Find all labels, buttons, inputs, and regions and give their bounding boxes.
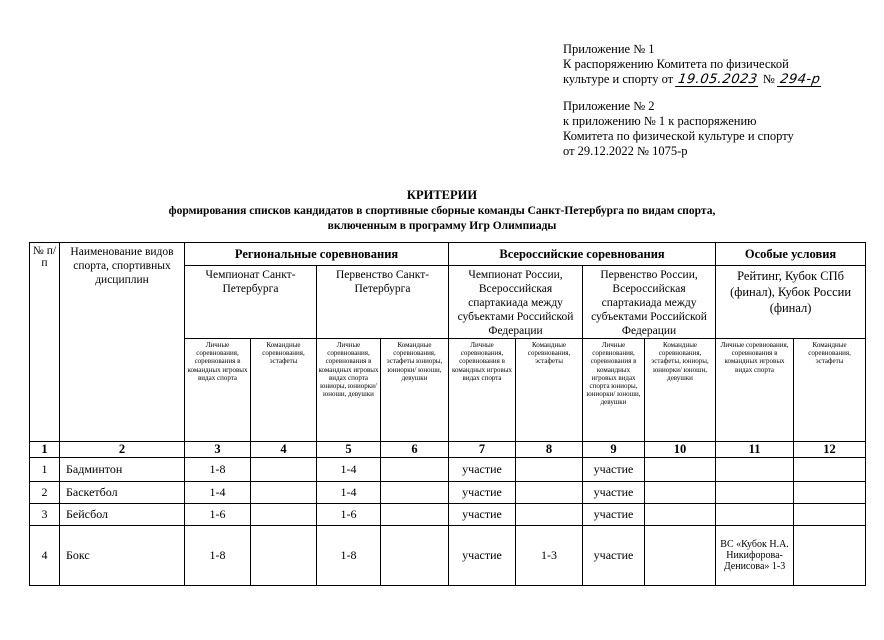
table-cell: 1-8 <box>185 458 251 482</box>
header-perv-russia: Первенство России, Всероссийская спартакиада между субъектами Российской Федерации <box>583 266 716 339</box>
table-cell: 1-4 <box>185 482 251 504</box>
column-number: 10 <box>645 442 716 458</box>
table-cell: участие <box>583 482 645 504</box>
column-number: 7 <box>449 442 516 458</box>
column-number-row <box>30 442 866 458</box>
appendix-2-title: Приложение № 2 <box>563 99 655 113</box>
header-champ-russia: Чемпионат России, Всероссийская спартакиада между субъектами Российской Федерации <box>449 266 583 339</box>
table-cell <box>716 482 794 504</box>
column-number: 2 <box>60 442 185 458</box>
table-cell: участие <box>583 526 645 586</box>
table-cell <box>716 458 794 482</box>
header-num: № п/п <box>30 243 60 442</box>
table-cell: 1-6 <box>185 504 251 526</box>
document-subtitle-line-2: включенным в программу Игр Олимпиады <box>327 220 557 232</box>
row-number: 1 <box>30 458 60 482</box>
table-cell <box>251 482 317 504</box>
criteria-table <box>29 242 866 586</box>
table-cell: участие <box>449 526 516 586</box>
subheader-cell: Личные соревнования, соревнования в командных игровых видах спорта юниоры, юниорки/ юноши, девушки <box>317 339 381 442</box>
table-cell <box>645 482 716 504</box>
document-title: КРИТЕРИИ <box>406 188 478 202</box>
column-number: 12 <box>794 442 866 458</box>
table-cell <box>516 504 583 526</box>
sport-name: Бокс <box>60 526 185 586</box>
table-cell: 1-4 <box>317 458 381 482</box>
appendix-1-date-prefix: культуре и спорту от <box>563 72 674 86</box>
header-perv-spb: Первенство Санкт-Петербурга <box>317 266 449 339</box>
subheader-cell: Командные соревнования, эстафеты <box>516 339 583 442</box>
column-number: 1 <box>30 442 60 458</box>
table-cell: 1-4 <box>317 482 381 504</box>
table-row <box>30 504 866 526</box>
table-cell: участие <box>449 458 516 482</box>
row-number: 3 <box>30 504 60 526</box>
column-number: 3 <box>185 442 251 458</box>
column-number: 8 <box>516 442 583 458</box>
header-rating-cup: Рейтинг, Кубок СПб (финал), Кубок России (финал) <box>716 266 866 339</box>
table-row <box>30 482 866 504</box>
table-cell <box>716 504 794 526</box>
appendix-1-reference: К распоряжению Комитета по физической <box>563 57 789 71</box>
subheader-cell: Командные соревнования, эстафеты, юниоры, юниорки/ юноши, девушки <box>645 339 716 442</box>
table-cell <box>516 458 583 482</box>
handwritten-number: 294-р <box>778 72 822 87</box>
table-cell: 1-8 <box>317 526 381 586</box>
column-number: 5 <box>317 442 381 458</box>
appendix-2-line-4: от 29.12.2022 № 1075-р <box>563 144 688 158</box>
subheader-cell: Личные соревнования, соревнования в командных игровых видах спорта <box>716 339 794 442</box>
header-champ-spb: Чемпионат Санкт-Петербурга <box>185 266 317 339</box>
table-cell: участие <box>449 504 516 526</box>
table-cell: 1-8 <box>185 526 251 586</box>
table-cell: 1-6 <box>317 504 381 526</box>
sport-name: Баскетбол <box>60 482 185 504</box>
subheader-cell: Личные соревнования, соревнования в командных игровых видах спорта юниоры, юниорки/ юноши, девушки <box>583 339 645 442</box>
appendix-1-header <box>563 42 822 87</box>
header-special: Особые условия <box>716 243 866 266</box>
document-subtitle-line-1: формирования списков кандидатов в спортивные сборные команды Санкт-Петербурга по видам спорта, <box>168 205 716 217</box>
table-cell <box>251 504 317 526</box>
column-number: 4 <box>251 442 317 458</box>
appendix-2-header <box>563 99 794 159</box>
row-number: 2 <box>30 482 60 504</box>
number-prefix: № <box>762 72 775 86</box>
table-cell <box>251 526 317 586</box>
table-row <box>30 458 866 482</box>
column-number: 6 <box>381 442 449 458</box>
header-sport-name: Наименование видов спорта, спортивных дисциплин <box>60 243 185 442</box>
appendix-1-title: Приложение № 1 <box>563 42 655 56</box>
table-cell <box>794 458 866 482</box>
appendix-2-line-2: к приложению № 1 к распоряжению <box>563 114 757 128</box>
table-cell <box>645 458 716 482</box>
table-cell: 1-3 <box>516 526 583 586</box>
table-cell <box>794 526 866 586</box>
table-cell <box>381 458 449 482</box>
table-cell: ВС «Кубок Н.А. Никифорова-Денисова» 1-3 <box>716 526 794 586</box>
subheader-cell: Личные соревнования, соревнования в командных игровых видах спорта <box>449 339 516 442</box>
table-cell <box>794 504 866 526</box>
sport-name: Бадминтон <box>60 458 185 482</box>
table-cell <box>381 482 449 504</box>
appendix-1-date-line <box>563 72 822 87</box>
table-cell <box>251 458 317 482</box>
handwritten-date: 19.05.2023 <box>677 72 759 87</box>
table-cell <box>794 482 866 504</box>
column-number: 11 <box>716 442 794 458</box>
table-cell <box>645 504 716 526</box>
subheader-cell: Командные соревнования, эстафеты юниоры, юниорки/ юноши, девушки <box>381 339 449 442</box>
row-number: 4 <box>30 526 60 586</box>
subheader-cell: Командные соревнования, эстафеты <box>794 339 866 442</box>
table-cell: участие <box>449 482 516 504</box>
table-cell <box>516 482 583 504</box>
table-cell <box>645 526 716 586</box>
table-cell <box>381 504 449 526</box>
table-cell: участие <box>583 458 645 482</box>
table-row <box>30 526 866 586</box>
appendix-2-line-3: Комитета по физической культуре и спорту <box>563 129 794 143</box>
header-regional: Региональные соревнования <box>185 243 449 266</box>
table-cell: участие <box>583 504 645 526</box>
table-cell <box>381 526 449 586</box>
sport-name: Бейсбол <box>60 504 185 526</box>
header-allrussian: Всероссийские соревнования <box>449 243 716 266</box>
column-number: 9 <box>583 442 645 458</box>
subheader-cell: Личные соревнования, соревнования в командных игровых видах спорта <box>185 339 251 442</box>
subheader-cell: Командные соревнования, эстафеты <box>251 339 317 442</box>
